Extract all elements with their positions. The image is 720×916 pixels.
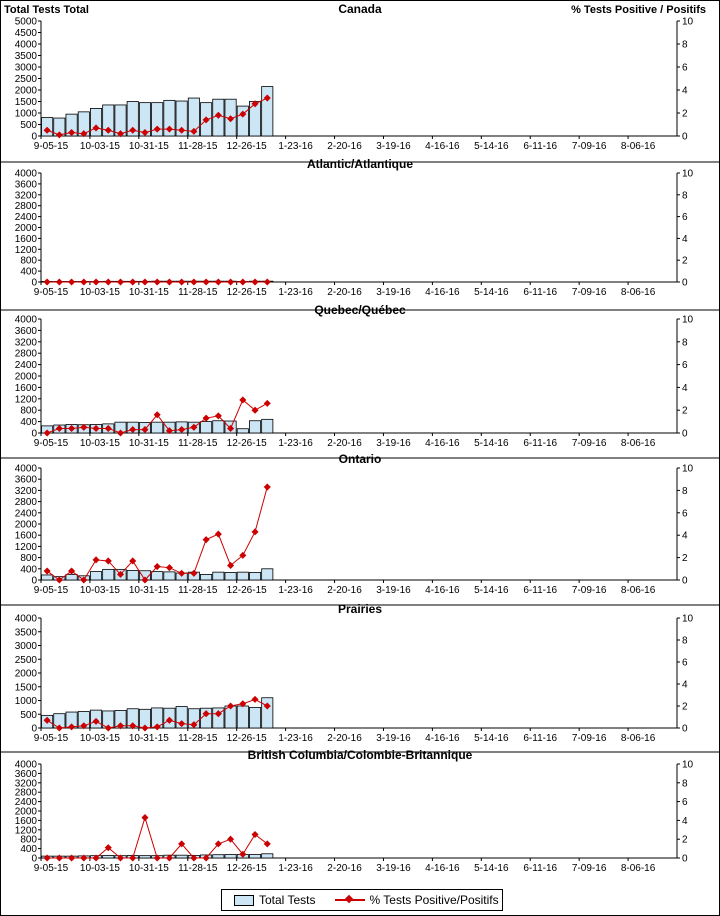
- x-tick-label: 7-09-16: [571, 863, 607, 874]
- left-tick-label: 3000: [14, 62, 37, 74]
- left-tick-label: 1000: [14, 696, 37, 707]
- left-tick-label: 1600: [14, 382, 37, 394]
- left-tick-label: 1500: [14, 97, 37, 108]
- left-tick-label: 3500: [14, 627, 37, 639]
- x-tick-label: 8-06-16: [620, 585, 656, 596]
- x-tick-label: 7-09-16: [571, 733, 607, 744]
- right-tick-label: 0: [682, 131, 688, 143]
- left-tick-label: 5000: [14, 16, 37, 28]
- right-tick-label: 8: [682, 485, 688, 497]
- left-tick-label: 1600: [14, 233, 37, 245]
- left-tick-label: 4000: [14, 39, 37, 51]
- bar: [225, 572, 236, 580]
- left-tick-label: 0: [31, 853, 37, 865]
- x-tick-label: 10-31-15: [128, 141, 169, 152]
- bar: [127, 570, 138, 580]
- x-tick-label: 11-28-15: [178, 863, 218, 874]
- bar: [201, 422, 212, 433]
- x-tick-label: 7-09-16: [571, 141, 607, 152]
- right-tick-label: 2: [682, 834, 688, 846]
- bar: [152, 422, 163, 433]
- percent-positive-point: [252, 528, 259, 535]
- right-tick-label: 2: [682, 405, 688, 417]
- right-tick-label: 0: [682, 853, 688, 865]
- right-axis-header: % Tests Positive / Positifs: [571, 4, 706, 16]
- left-tick-label: 1600: [14, 530, 37, 542]
- right-tick-label: 6: [682, 62, 688, 74]
- left-tick-label: 4000: [14, 463, 37, 475]
- right-tick-label: 2: [682, 553, 688, 565]
- left-tick-label: 2000: [14, 668, 37, 680]
- x-tick-label: 6-11-16: [523, 733, 558, 744]
- percent-positive-line: [47, 818, 267, 858]
- x-tick-label: 5-14-16: [474, 863, 509, 874]
- left-tick-label: 4000: [14, 314, 37, 326]
- percent-positive-point: [68, 568, 75, 575]
- left-tick-label: 2800: [14, 497, 37, 509]
- bar: [249, 421, 260, 433]
- bar: [139, 856, 150, 858]
- percent-positive-point: [80, 278, 87, 285]
- bar: [66, 574, 77, 580]
- x-tick-label: 5-14-16: [474, 438, 509, 449]
- x-tick-label: 8-06-16: [620, 287, 656, 298]
- left-tick-label: 2000: [14, 806, 37, 818]
- percent-positive-point: [93, 556, 100, 563]
- x-tick-label: 3-19-16: [376, 141, 411, 152]
- bar: [201, 574, 212, 580]
- percent-positive-point: [56, 854, 63, 861]
- x-tick-label: 10-31-15: [128, 585, 169, 596]
- left-tick-label: 3600: [14, 179, 37, 191]
- x-tick-label: 2-20-16: [327, 287, 362, 298]
- percent-positive-point: [252, 696, 259, 703]
- x-tick-label: 2-20-16: [327, 733, 362, 744]
- x-tick-label: 12-26-15: [226, 585, 267, 596]
- left-tick-label: 800: [20, 834, 37, 846]
- left-tick-label: 800: [20, 553, 37, 565]
- left-tick-label: 3600: [14, 768, 37, 780]
- x-tick-label: 7-09-16: [571, 438, 607, 449]
- percent-positive-point: [203, 415, 210, 422]
- x-tick-label: 6-11-16: [523, 863, 558, 874]
- right-tick-label: 4: [682, 530, 688, 542]
- x-tick-label: 1-23-16: [278, 733, 313, 744]
- percent-positive-point: [203, 278, 210, 285]
- chart-title: Canada: [338, 2, 382, 16]
- x-tick-label: 10-31-15: [128, 733, 169, 744]
- left-tick-label: 0: [31, 575, 37, 587]
- x-tick-label: 2-20-16: [327, 863, 362, 874]
- right-tick-label: 2: [682, 701, 688, 713]
- left-tick-label: 0: [31, 131, 37, 143]
- percent-positive-point: [239, 278, 246, 285]
- x-tick-label: 9-05-15: [33, 863, 69, 874]
- left-tick-label: 2500: [14, 654, 37, 666]
- bar: [164, 572, 175, 580]
- x-tick-label: 4-16-16: [425, 863, 460, 874]
- left-tick-label: 800: [20, 405, 37, 417]
- legend-label-total-tests: Total Tests: [259, 893, 316, 907]
- bar: [213, 855, 224, 858]
- x-tick-label: 11-28-15: [178, 438, 218, 449]
- left-tick-label: 3600: [14, 325, 37, 337]
- left-tick-label: 1200: [14, 394, 37, 406]
- x-tick-label: 11-28-15: [178, 733, 218, 744]
- bar: [90, 572, 101, 580]
- x-tick-label: 5-14-16: [474, 141, 509, 152]
- left-tick-label: 2000: [14, 371, 37, 383]
- bar: [262, 87, 273, 136]
- left-tick-label: 2000: [14, 223, 37, 234]
- left-tick-label: 0: [31, 428, 37, 440]
- x-tick-label: 5-14-16: [474, 585, 509, 596]
- left-tick-label: 2000: [14, 519, 37, 531]
- percent-positive-point: [252, 278, 259, 285]
- x-tick-label: 6-11-16: [523, 141, 558, 152]
- x-tick-label: 9-05-15: [33, 733, 69, 744]
- x-tick-label: 1-23-16: [278, 141, 313, 152]
- left-tick-label: 4500: [14, 28, 37, 39]
- left-axis-header: Total Tests Total: [4, 4, 89, 16]
- x-tick-label: 12-26-15: [226, 438, 267, 449]
- x-tick-label: 10-03-15: [79, 585, 120, 596]
- percent-positive-point: [178, 278, 185, 285]
- x-tick-label: 10-31-15: [128, 863, 169, 874]
- x-tick-label: 3-19-16: [376, 287, 411, 298]
- bar: [42, 575, 53, 580]
- left-tick-label: 400: [20, 266, 37, 278]
- x-tick-label: 10-03-15: [79, 287, 120, 298]
- x-tick-label: 1-23-16: [278, 585, 313, 596]
- percent-positive-point: [68, 854, 75, 861]
- left-tick-label: 4000: [14, 168, 37, 180]
- bar: [176, 855, 187, 858]
- x-tick-label: 3-19-16: [376, 863, 411, 874]
- right-tick-label: 8: [682, 337, 688, 349]
- bar: [237, 572, 248, 580]
- left-tick-label: 1200: [14, 825, 37, 837]
- x-tick-label: 7-09-16: [571, 585, 607, 596]
- bar: [249, 854, 260, 858]
- bar: [262, 854, 273, 858]
- percent-positive-point: [190, 278, 197, 285]
- right-tick-label: 10: [682, 314, 694, 326]
- chart-title: Ontario: [338, 452, 382, 466]
- left-tick-label: 2800: [14, 201, 37, 213]
- bar: [249, 707, 260, 728]
- x-tick-label: 12-26-15: [226, 141, 267, 152]
- left-tick-label: 0: [31, 277, 37, 289]
- right-tick-label: 10: [682, 759, 694, 771]
- right-tick-label: 6: [682, 212, 688, 224]
- x-tick-label: 8-06-16: [620, 438, 656, 449]
- left-tick-label: 4000: [14, 759, 37, 771]
- bar: [237, 706, 248, 728]
- percent-positive-point: [141, 814, 148, 821]
- percent-positive-point: [166, 278, 173, 285]
- right-tick-label: 8: [682, 778, 688, 790]
- percent-positive-point: [117, 278, 124, 285]
- x-tick-label: 1-23-16: [278, 287, 313, 298]
- left-tick-label: 1600: [14, 815, 37, 827]
- x-tick-label: 4-16-16: [425, 287, 460, 298]
- bar: [262, 419, 273, 433]
- x-tick-label: 9-05-15: [33, 141, 69, 152]
- right-tick-label: 0: [682, 428, 688, 440]
- percent-positive-point: [105, 278, 112, 285]
- percent-positive-point: [264, 278, 271, 285]
- right-tick-label: 8: [682, 190, 688, 202]
- right-tick-label: 4: [682, 815, 688, 827]
- x-tick-label: 11-28-15: [178, 287, 218, 298]
- x-tick-label: 5-14-16: [474, 287, 509, 298]
- left-tick-label: 2400: [14, 212, 37, 224]
- percent-positive-point: [264, 400, 271, 407]
- left-tick-label: 2400: [14, 360, 37, 372]
- chart-title: Atlantic/Atlantique: [306, 157, 414, 171]
- left-tick-label: 3200: [14, 190, 37, 202]
- x-tick-label: 10-03-15: [79, 733, 120, 744]
- x-tick-label: 2-20-16: [327, 585, 362, 596]
- left-tick-label: 3600: [14, 474, 37, 486]
- right-tick-label: 6: [682, 360, 688, 372]
- x-tick-label: 12-26-15: [226, 863, 267, 874]
- left-tick-label: 500: [20, 709, 37, 721]
- x-tick-label: 6-11-16: [523, 438, 558, 449]
- x-tick-label: 12-26-15: [226, 287, 267, 298]
- left-tick-label: 500: [20, 120, 37, 131]
- percent-positive-point: [215, 278, 222, 285]
- right-tick-label: 10: [682, 463, 694, 475]
- percent-positive-point: [44, 854, 51, 861]
- percent-positive-point: [44, 278, 51, 285]
- x-tick-label: 6-11-16: [523, 287, 558, 298]
- bar: [103, 569, 114, 580]
- right-tick-label: 6: [682, 508, 688, 520]
- right-tick-label: 8: [682, 635, 688, 647]
- percent-positive-point: [56, 278, 63, 285]
- bar: [249, 572, 260, 580]
- percent-positive-point: [141, 278, 148, 285]
- right-tick-label: 0: [682, 723, 688, 735]
- chart-title: Prairies: [337, 602, 383, 616]
- bar: [262, 698, 273, 728]
- left-tick-label: 3200: [14, 337, 37, 349]
- left-tick-label: 800: [20, 255, 37, 267]
- x-tick-label: 4-16-16: [425, 438, 460, 449]
- right-tick-label: 4: [682, 85, 688, 97]
- left-tick-label: 400: [20, 844, 37, 856]
- right-tick-label: 2: [682, 108, 688, 120]
- right-tick-label: 6: [682, 657, 688, 669]
- left-tick-label: 2800: [14, 787, 37, 799]
- x-tick-label: 12-26-15: [226, 733, 267, 744]
- x-tick-label: 1-23-16: [278, 863, 313, 874]
- right-tick-label: 4: [682, 679, 688, 691]
- bar-swatch-icon: [234, 895, 254, 906]
- x-tick-label: 11-28-15: [178, 141, 218, 152]
- bar: [90, 108, 101, 136]
- right-tick-label: 0: [682, 277, 688, 289]
- bar: [262, 569, 273, 580]
- line-marker-icon: [335, 895, 365, 905]
- left-tick-label: 3000: [14, 641, 37, 652]
- x-tick-label: 2-20-16: [327, 438, 362, 449]
- x-tick-label: 11-28-15: [178, 585, 218, 596]
- right-tick-label: 2: [682, 255, 688, 267]
- percent-positive-point: [203, 536, 210, 543]
- x-tick-label: 10-03-15: [79, 438, 120, 449]
- percent-positive-point: [68, 278, 75, 285]
- legend-label-percent-positive: % Tests Positive/Positifs: [369, 893, 499, 907]
- right-tick-label: 6: [682, 797, 688, 809]
- right-tick-label: 10: [682, 168, 694, 180]
- left-tick-label: 3200: [14, 778, 37, 790]
- percent-positive-point: [154, 278, 161, 285]
- left-tick-label: 400: [20, 417, 37, 429]
- right-tick-label: 8: [682, 39, 688, 51]
- x-tick-label: 10-03-15: [79, 863, 120, 874]
- percent-positive-point: [166, 564, 173, 571]
- right-tick-label: 4: [682, 382, 688, 394]
- chart-title: British Columbia/Colombie-Britannique: [247, 748, 473, 762]
- bar: [213, 572, 224, 580]
- left-tick-label: 1500: [14, 682, 37, 694]
- x-tick-label: 2-20-16: [327, 141, 362, 152]
- left-tick-label: 2400: [14, 797, 37, 809]
- x-tick-label: 9-05-15: [33, 287, 69, 298]
- left-tick-label: 2500: [14, 74, 37, 85]
- percent-positive-point: [227, 278, 234, 285]
- x-tick-label: 10-31-15: [128, 287, 169, 298]
- legend-item-percent-positive: [335, 893, 498, 907]
- x-tick-label: 3-19-16: [376, 585, 411, 596]
- left-tick-label: 2800: [14, 348, 37, 360]
- percent-positive-point: [264, 484, 271, 491]
- percent-positive-point: [44, 568, 51, 575]
- right-tick-label: 10: [682, 613, 694, 625]
- chart-title: Quebec/Québec: [314, 303, 406, 317]
- x-tick-label: 10-03-15: [79, 141, 120, 152]
- legend-item-total-tests: [234, 893, 315, 907]
- right-tick-label: 4: [682, 233, 688, 245]
- percent-positive-point: [93, 278, 100, 285]
- left-tick-label: 4000: [14, 613, 37, 625]
- x-tick-label: 7-09-16: [571, 287, 607, 298]
- left-tick-label: 3500: [14, 51, 37, 62]
- left-tick-label: 400: [20, 564, 37, 576]
- x-tick-label: 5-14-16: [474, 733, 509, 744]
- left-tick-label: 2400: [14, 508, 37, 520]
- left-tick-label: 3200: [14, 485, 37, 497]
- x-tick-label: 3-19-16: [376, 438, 411, 449]
- bar: [213, 421, 224, 433]
- x-tick-label: 4-16-16: [425, 141, 460, 152]
- right-tick-label: 0: [682, 575, 688, 587]
- percent-positive-point: [129, 278, 136, 285]
- left-tick-label: 1200: [14, 244, 37, 256]
- percent-positive-point: [215, 531, 222, 538]
- bar: [237, 429, 248, 433]
- x-tick-label: 3-19-16: [376, 733, 411, 744]
- x-tick-label: 8-06-16: [620, 863, 656, 874]
- x-tick-label: 10-31-15: [128, 438, 169, 449]
- x-tick-label: 9-05-15: [33, 585, 69, 596]
- bar: [225, 854, 236, 858]
- x-tick-label: 8-06-16: [620, 733, 656, 744]
- x-tick-label: 9-05-15: [33, 438, 69, 449]
- x-tick-label: 1-23-16: [278, 438, 313, 449]
- left-tick-label: 2000: [14, 85, 37, 97]
- bar: [152, 572, 163, 580]
- x-tick-label: 6-11-16: [523, 585, 558, 596]
- x-tick-label: 4-16-16: [425, 733, 460, 744]
- right-tick-label: 10: [682, 16, 694, 28]
- left-tick-label: 1200: [14, 541, 37, 553]
- x-tick-label: 8-06-16: [620, 141, 656, 152]
- legend: [221, 889, 503, 911]
- bar: [103, 855, 114, 858]
- x-tick-label: 4-16-16: [425, 585, 460, 596]
- left-tick-label: 0: [31, 723, 37, 735]
- left-tick-label: 1000: [14, 108, 37, 120]
